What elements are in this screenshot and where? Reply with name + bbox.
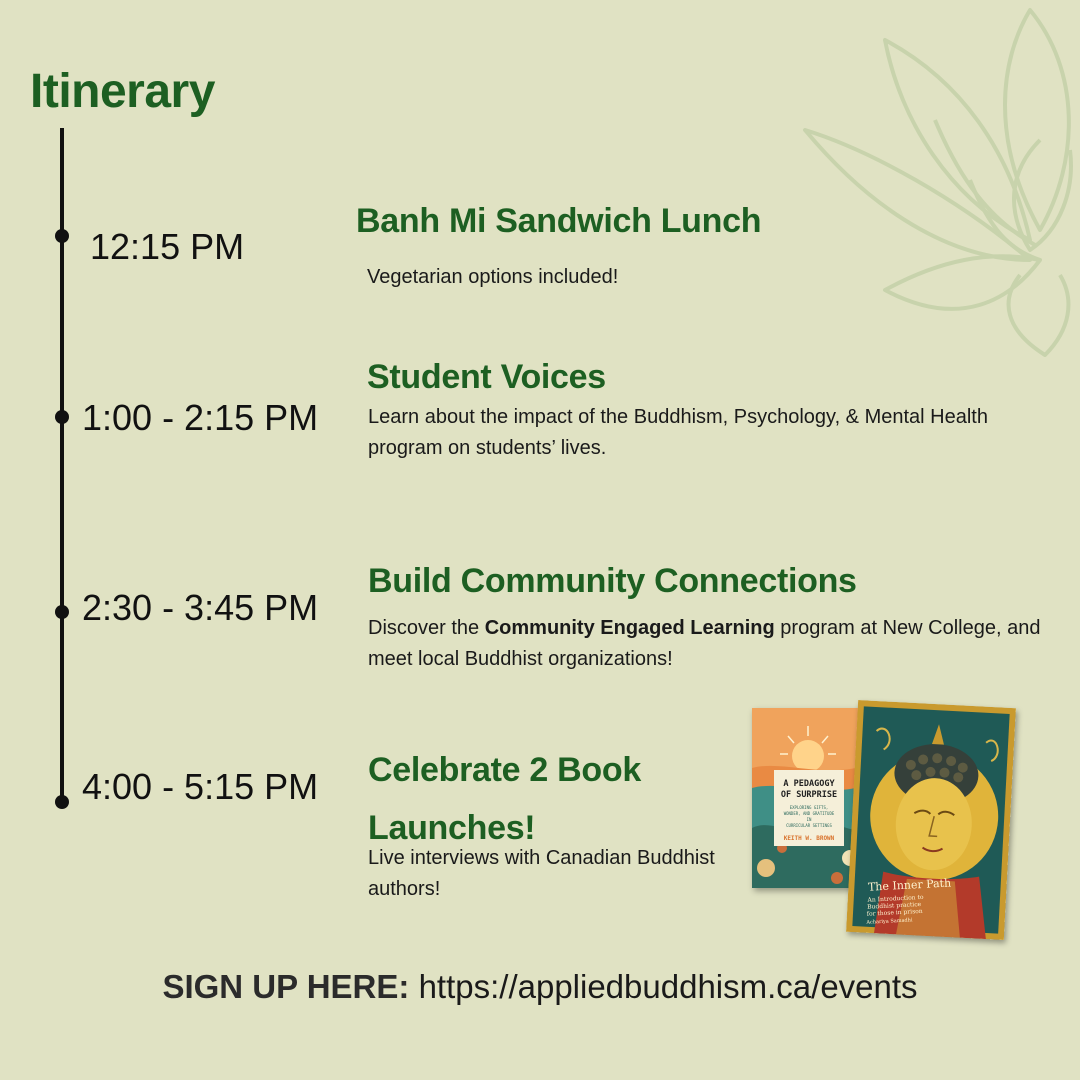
book-title-line-1: A PEDAGOGY [783,779,835,789]
timeline-dot [55,410,69,424]
event-description: Live interviews with Canadian Buddhist authors! [368,847,715,900]
svg-text:CURRICULAR SETTINGS: CURRICULAR SETTINGS [786,823,832,828]
book-title: The Inner Path [867,876,952,894]
event-time: 4:00 - 5:15 PM [82,766,319,807]
event-title: Build Community Connections [368,562,857,600]
svg-text:KEITH W. BROWN: KEITH W. BROWN [783,835,835,842]
page-title: Itinerary [30,65,215,118]
book-cover-pedagogy-of-surprise [752,708,864,888]
svg-text:WONDER, AND GRATITUDE: WONDER, AND GRATITUDE [783,811,835,816]
signup-url-link[interactable]: https://appliedbuddhism.ca/events [418,968,918,1005]
svg-text:Achariya Samadhi: Achariya Samadhi [866,917,913,926]
signup-label: SIGN UP HERE: [162,968,410,1005]
book-title-line-2: OF SURPRISE [780,790,838,800]
timeline-dot [55,605,69,619]
event-time: 2:30 - 3:45 PM [82,587,319,628]
svg-text:IN: IN [806,817,812,822]
event-description: Learn about the impact of the Buddhism, Psychology, & Mental Health program on students’ lives. [368,406,988,459]
event-title: Banh Mi Sandwich Lunch [356,202,762,240]
event-time: 1:00 - 2:15 PM [82,397,319,438]
svg-text:An Introduction to: An Introduction to [867,893,924,904]
svg-text:for those in prison: for those in prison [866,907,923,918]
event-title: Student Voices [367,358,606,396]
event-title: Celebrate 2 Book Launches! [368,751,641,847]
event-description: Discover the Community Engaged Learning program at New College, and meet local Buddhist organizations! [368,617,1041,670]
event-description: Vegetarian options included! [367,266,619,288]
book-cover-inner-path [846,700,1016,940]
svg-text:EXPLORING GIFTS,: EXPLORING GIFTS, [789,805,829,810]
event-time: 12:15 PM [90,226,245,267]
timeline-dot [55,229,69,243]
signup-line [0,968,1080,1006]
svg-text:Buddhist practice: Buddhist practice [867,900,922,911]
program-name: Community Engaged Learning [484,617,775,639]
timeline-dot [55,795,69,809]
